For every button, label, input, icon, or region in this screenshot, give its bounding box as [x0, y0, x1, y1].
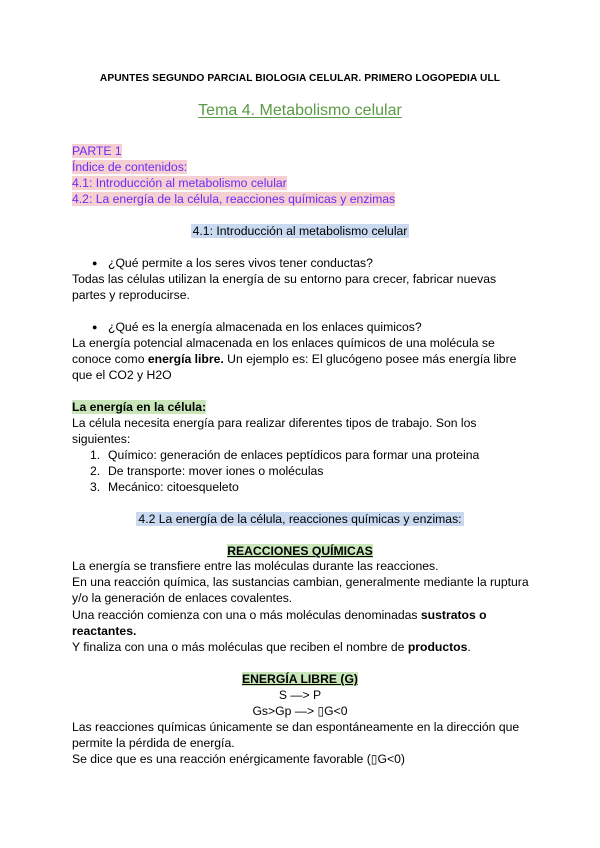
answer-2-line-2	[72, 351, 516, 367]
toc-index-text: Índice de contenidos:	[72, 160, 188, 174]
reactions-line-4-pre: Una reacción comienza con una o más moléculas denominadas	[72, 608, 421, 622]
work-type-number: 1.	[90, 448, 101, 462]
section-4-2-heading-text: 4.2 La energía de la célula, reacciones químicas y enzimas:	[138, 512, 462, 526]
toc-part-text: PARTE 1	[72, 144, 122, 158]
work-type-item: Mecánico: citoesqueleto	[108, 480, 239, 494]
answer-1-line-2: partes y reproducirse.	[72, 288, 190, 302]
reactions-heading-text: REACCIONES QUÍMICAS	[227, 544, 373, 558]
document-title: APUNTES SEGUNDO PARCIAL BIOLOGIA CELULAR. PRIMERO LOGOPEDIA ULL	[99, 73, 501, 84]
substrates-term: sustratos o	[420, 608, 487, 622]
cell-energy-line-2: siguientes:	[72, 432, 131, 446]
work-type-item: Químico: generación de enlaces peptídicos para formar una proteina	[108, 448, 480, 462]
reactions-line-2: En una reacción química, las sustancias cambian, generalmente mediante la ruptura	[72, 575, 529, 589]
bullet-icon: ●	[92, 322, 98, 332]
reactions-heading	[0, 543, 600, 559]
topic-title: Tema 4. Metabolismo celular	[198, 102, 402, 119]
toc-part	[72, 143, 122, 159]
reactions-line-1: La energía se transfiere entre las moléculas durante las reacciones.	[72, 559, 439, 573]
toc-item-4-1-text: 4.1: Introducción al metabolismo celular	[72, 176, 287, 190]
reactants-term: reactantes.	[72, 624, 137, 638]
answer-2-line-1: La energía potencial almacenada en los enlaces químicos de una molécula se	[72, 336, 495, 350]
toc-item-4-2-text: 4.2: La energía de la célula, reacciones químicas y enzimas	[72, 192, 396, 206]
answer-2-post: Un ejemplo es: El glucógeno posee más energía libre	[223, 352, 517, 366]
answer-2-line-3: que el CO2 y H2O	[72, 368, 172, 382]
work-type-number: 2.	[90, 464, 101, 478]
free-energy-line-1: Las reacciones químicas únicamente se dan espontáneamente en la dirección que	[72, 720, 520, 734]
toc-index	[72, 159, 187, 175]
work-type-item: De transporte: mover iones o moléculas	[108, 464, 324, 478]
section-4-2-heading	[0, 511, 600, 527]
free-energy-line-2: permite la pérdida de energía.	[72, 736, 235, 750]
reactions-line-4	[72, 607, 487, 623]
reactions-line-5	[72, 623, 136, 639]
free-energy-heading-text: ENERGÍA LIBRE (G)	[241, 672, 358, 686]
free-energy-term: energía libre.	[147, 352, 224, 366]
answer-1-line-1: Todas las células utilizan la energía de su entorno para crecer, fabricar nuevas	[72, 272, 497, 286]
free-energy-line-3: Se dice que es una reacción enérgicamente favorable (▯G<0)	[72, 752, 405, 766]
question-2: ¿Qué es la energía almacenada en los enlaces quimicos?	[108, 320, 422, 334]
cell-energy-heading	[72, 399, 206, 415]
answer-2-pre: conoce como	[72, 352, 148, 366]
products-term: productos	[407, 640, 468, 654]
section-4-1-heading	[0, 223, 600, 239]
free-energy-heading	[0, 671, 600, 687]
reactions-line-6-post: .	[467, 640, 471, 654]
cell-energy-line-1: La célula necesita energía para realizar diferentes tipos de trabajo. Son los	[72, 416, 477, 430]
toc-item-4-1[interactable]	[72, 175, 287, 191]
equation-1: S —> P	[278, 688, 322, 702]
section-4-1-heading-text: 4.1: Introducción al metabolismo celular	[192, 224, 408, 238]
reactions-line-6	[72, 639, 471, 655]
equation-2: Gs>Gp —> ▯G<0	[252, 704, 348, 718]
bullet-icon: ●	[92, 258, 98, 268]
reactions-line-3: y/o la generación de enlaces covalentes.	[72, 591, 293, 605]
cell-energy-heading-text: La energía en la célula:	[72, 400, 207, 414]
work-type-number: 3.	[90, 480, 101, 494]
reactions-line-6-pre: Y finaliza con una o más moléculas que reciben el nombre de	[72, 640, 408, 654]
question-1: ¿Qué permite a los seres vivos tener conductas?	[108, 256, 373, 270]
toc-item-4-2[interactable]	[72, 191, 395, 207]
